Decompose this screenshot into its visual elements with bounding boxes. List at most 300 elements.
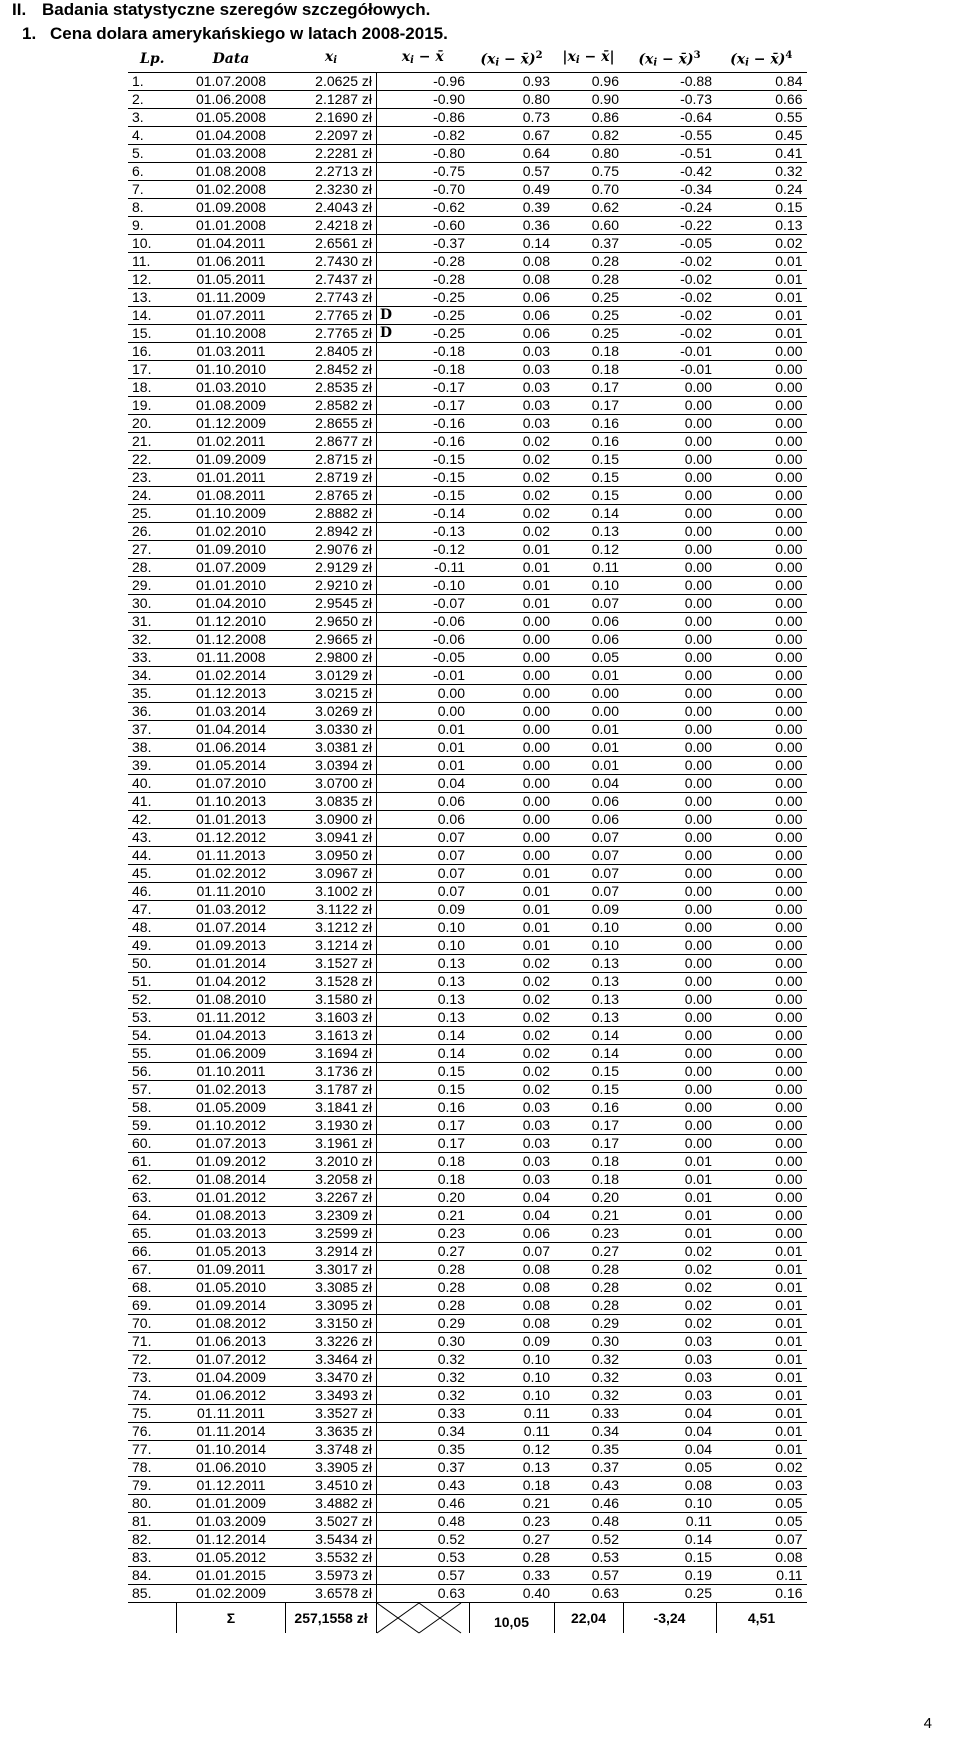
row-absolute: 0.37 — [554, 234, 623, 252]
row-absolute: 0.00 — [554, 684, 623, 702]
row-xi: 3.1603 zł — [286, 1008, 377, 1026]
row-fourth: 0.00 — [716, 666, 807, 684]
row-fourth: 0.00 — [716, 1062, 807, 1080]
row-absolute: 0.18 — [554, 342, 623, 360]
row-fourth: 0.00 — [716, 342, 807, 360]
row-cubed: 0.25 — [623, 1584, 716, 1602]
row-squared: 0.36 — [469, 216, 554, 234]
row-fourth: 0.01 — [716, 252, 807, 270]
table-header-row — [128, 47, 807, 72]
row-squared: 0.00 — [469, 756, 554, 774]
row-absolute: 0.27 — [554, 1242, 623, 1260]
row-cubed: 0.00 — [623, 414, 716, 432]
row-squared: 0.00 — [469, 702, 554, 720]
row-lp: 62. — [128, 1170, 177, 1188]
row-xi: 3.1613 zł — [286, 1026, 377, 1044]
row-fourth: 0.00 — [716, 936, 807, 954]
table-row — [128, 810, 807, 828]
table-row — [128, 1458, 807, 1476]
row-squared: 0.57 — [469, 162, 554, 180]
row-date: 01.01.2011 — [177, 468, 286, 486]
row-lp: 84. — [128, 1566, 177, 1584]
row-lp: 59. — [128, 1116, 177, 1134]
header-fourth: ($x_i$ − x̄)$^4$ — [716, 47, 807, 72]
table-row — [128, 1368, 807, 1386]
row-absolute: 0.05 — [554, 648, 623, 666]
row-fourth: 0.00 — [716, 594, 807, 612]
row-date: 01.06.2010 — [177, 1458, 286, 1476]
row-xi: 3.1961 zł — [286, 1134, 377, 1152]
row-squared: 0.10 — [469, 1386, 554, 1404]
row-deviation: -0.80 — [377, 144, 470, 162]
row-xi: 2.1690 zł — [286, 108, 377, 126]
table-row — [128, 216, 807, 234]
row-fourth: 0.00 — [716, 1152, 807, 1170]
row-cubed: 0.02 — [623, 1278, 716, 1296]
row-absolute: 0.16 — [554, 432, 623, 450]
row-deviation: 0.32 — [377, 1368, 470, 1386]
table-row — [128, 522, 807, 540]
row-absolute: 0.13 — [554, 522, 623, 540]
row-squared: 0.08 — [469, 270, 554, 288]
row-squared: 0.00 — [469, 666, 554, 684]
row-fourth: 0.08 — [716, 1548, 807, 1566]
row-deviation: 0.52 — [377, 1530, 470, 1548]
row-absolute: 0.07 — [554, 594, 623, 612]
row-cubed: 0.00 — [623, 828, 716, 846]
row-cubed: 0.08 — [623, 1476, 716, 1494]
row-date: 01.04.2009 — [177, 1368, 286, 1386]
row-squared: 0.28 — [469, 1548, 554, 1566]
row-absolute: 0.06 — [554, 612, 623, 630]
row-xi: 3.3464 zł — [286, 1350, 377, 1368]
row-fourth: 0.00 — [716, 648, 807, 666]
row-date: 01.12.2009 — [177, 414, 286, 432]
row-cubed: 0.00 — [623, 738, 716, 756]
row-lp: 85. — [128, 1584, 177, 1602]
row-cubed: -0.02 — [623, 288, 716, 306]
row-fourth: 0.00 — [716, 612, 807, 630]
row-date: 01.03.2008 — [177, 144, 286, 162]
table-row — [128, 864, 807, 882]
row-xi: 3.6578 zł — [286, 1584, 377, 1602]
row-lp: 49. — [128, 936, 177, 954]
row-fourth: 0.16 — [716, 1584, 807, 1602]
row-squared: 0.23 — [469, 1512, 554, 1530]
row-date: 01.05.2012 — [177, 1548, 286, 1566]
row-deviation: 0.37 — [377, 1458, 470, 1476]
row-date: 01.10.2014 — [177, 1440, 286, 1458]
row-deviation: 0.46 — [377, 1494, 470, 1512]
row-cubed: 0.00 — [623, 1134, 716, 1152]
row-lp: 17. — [128, 360, 177, 378]
row-deviation: -0.62 — [377, 198, 470, 216]
table-row — [128, 1584, 807, 1602]
row-date: 01.03.2011 — [177, 342, 286, 360]
row-xi: 3.1122 zł — [286, 900, 377, 918]
header-date: Data — [177, 47, 286, 72]
table-row — [128, 738, 807, 756]
table-row — [128, 270, 807, 288]
row-xi: 3.1527 zł — [286, 954, 377, 972]
row-date: 01.08.2011 — [177, 486, 286, 504]
row-lp: 56. — [128, 1062, 177, 1080]
row-absolute: 0.13 — [554, 1008, 623, 1026]
row-xi: 2.4218 zł — [286, 216, 377, 234]
row-cubed: 0.04 — [623, 1440, 716, 1458]
row-absolute: 0.32 — [554, 1350, 623, 1368]
row-squared: 0.03 — [469, 414, 554, 432]
row-cubed: 0.00 — [623, 936, 716, 954]
row-date: 01.04.2013 — [177, 1026, 286, 1044]
row-deviation: 0.57 — [377, 1566, 470, 1584]
row-fourth: 0.00 — [716, 846, 807, 864]
table-row — [128, 162, 807, 180]
row-deviation: -0.06 — [377, 612, 470, 630]
row-cubed: 0.04 — [623, 1422, 716, 1440]
row-absolute: 0.14 — [554, 504, 623, 522]
row-fourth: 0.01 — [716, 288, 807, 306]
row-date: 01.12.2012 — [177, 828, 286, 846]
row-squared: 0.40 — [469, 1584, 554, 1602]
row-squared: 0.06 — [469, 288, 554, 306]
row-cubed: 0.03 — [623, 1350, 716, 1368]
row-date: 01.11.2009 — [177, 288, 286, 306]
row-fourth: 0.00 — [716, 990, 807, 1008]
table-row — [128, 72, 807, 90]
row-cubed: 0.00 — [623, 1026, 716, 1044]
row-fourth: 0.00 — [716, 468, 807, 486]
row-lp: 55. — [128, 1044, 177, 1062]
row-deviation: 0.01 — [377, 738, 470, 756]
row-absolute: 0.23 — [554, 1224, 623, 1242]
row-fourth: 0.00 — [716, 972, 807, 990]
row-cubed: 0.00 — [623, 1044, 716, 1062]
row-xi: 3.1002 zł — [286, 882, 377, 900]
row-xi: 3.1930 zł — [286, 1116, 377, 1134]
row-lp: 1. — [128, 72, 177, 90]
row-fourth: 0.32 — [716, 162, 807, 180]
section-heading — [12, 0, 430, 20]
row-lp: 78. — [128, 1458, 177, 1476]
row-xi: 3.0950 zł — [286, 846, 377, 864]
row-xi: 3.1580 zł — [286, 990, 377, 1008]
row-absolute: 0.00 — [554, 702, 623, 720]
table-row — [128, 360, 807, 378]
row-deviation: 0.43 — [377, 1476, 470, 1494]
row-xi: 2.4043 zł — [286, 198, 377, 216]
row-date: 01.10.2010 — [177, 360, 286, 378]
row-lp: 15. — [128, 324, 177, 342]
row-squared: 0.49 — [469, 180, 554, 198]
row-date: 01.11.2012 — [177, 1008, 286, 1026]
row-date: 01.06.2014 — [177, 738, 286, 756]
row-fourth: 0.00 — [716, 558, 807, 576]
row-xi: 3.0215 zł — [286, 684, 377, 702]
row-xi: 2.9650 zł — [286, 612, 377, 630]
table-row — [128, 954, 807, 972]
row-squared: 0.02 — [469, 504, 554, 522]
row-squared: 0.04 — [469, 1206, 554, 1224]
table-row — [128, 1386, 807, 1404]
row-xi: 2.8942 zł — [286, 522, 377, 540]
sum-absolute: 22,04 — [554, 1602, 623, 1633]
row-date: 01.03.2009 — [177, 1512, 286, 1530]
row-date: 01.03.2013 — [177, 1224, 286, 1242]
row-xi: 2.3230 zł — [286, 180, 377, 198]
row-absolute: 0.01 — [554, 720, 623, 738]
row-absolute: 0.15 — [554, 486, 623, 504]
row-date: 01.01.2008 — [177, 216, 286, 234]
row-cubed: 0.00 — [623, 612, 716, 630]
row-deviation: -0.16 — [377, 414, 470, 432]
row-squared: 0.02 — [469, 1080, 554, 1098]
row-deviation: -0.15 — [377, 450, 470, 468]
row-date: 01.05.2011 — [177, 270, 286, 288]
row-absolute: 0.15 — [554, 1080, 623, 1098]
row-xi: 3.0269 zł — [286, 702, 377, 720]
row-squared: 0.00 — [469, 846, 554, 864]
row-absolute: 0.25 — [554, 306, 623, 324]
row-xi: 3.2267 zł — [286, 1188, 377, 1206]
row-date: 01.08.2012 — [177, 1314, 286, 1332]
row-lp: 24. — [128, 486, 177, 504]
row-fourth: 0.00 — [716, 486, 807, 504]
row-deviation: 0.28 — [377, 1278, 470, 1296]
row-fourth: 0.00 — [716, 1206, 807, 1224]
row-lp: 71. — [128, 1332, 177, 1350]
table-row — [128, 594, 807, 612]
row-cubed: 0.03 — [623, 1368, 716, 1386]
row-deviation: 0.13 — [377, 990, 470, 1008]
row-absolute: 0.07 — [554, 846, 623, 864]
row-squared: 0.08 — [469, 1260, 554, 1278]
row-xi: 3.0381 zł — [286, 738, 377, 756]
table-row — [128, 1008, 807, 1026]
row-lp: 74. — [128, 1386, 177, 1404]
row-fourth: 0.55 — [716, 108, 807, 126]
row-date: 01.01.2009 — [177, 1494, 286, 1512]
sum-label: Σ — [177, 1602, 286, 1633]
row-fourth: 0.02 — [716, 234, 807, 252]
row-lp: 8. — [128, 198, 177, 216]
row-xi: 2.9129 zł — [286, 558, 377, 576]
row-date: 01.07.2011 — [177, 306, 286, 324]
row-deviation: -0.17 — [377, 378, 470, 396]
row-absolute: 0.07 — [554, 882, 623, 900]
row-lp: 37. — [128, 720, 177, 738]
row-lp: 14. — [128, 306, 177, 324]
row-xi: 3.5434 zł — [286, 1530, 377, 1548]
row-xi: 2.8535 zł — [286, 378, 377, 396]
table-row — [128, 1206, 807, 1224]
row-date: 01.09.2011 — [177, 1260, 286, 1278]
row-lp: 29. — [128, 576, 177, 594]
row-fourth: 0.01 — [716, 1296, 807, 1314]
row-cubed: 0.04 — [623, 1404, 716, 1422]
row-date: 01.06.2009 — [177, 1044, 286, 1062]
row-fourth: 0.00 — [716, 1080, 807, 1098]
row-absolute: 0.07 — [554, 828, 623, 846]
row-deviation: -0.15 — [377, 468, 470, 486]
row-squared: 0.00 — [469, 738, 554, 756]
row-xi: 3.3905 zł — [286, 1458, 377, 1476]
row-squared: 0.08 — [469, 1314, 554, 1332]
row-lp: 53. — [128, 1008, 177, 1026]
row-fourth: 0.00 — [716, 630, 807, 648]
row-absolute: 0.21 — [554, 1206, 623, 1224]
row-absolute: 0.63 — [554, 1584, 623, 1602]
row-absolute: 0.28 — [554, 1278, 623, 1296]
row-deviation: -0.25 — [377, 306, 470, 324]
row-deviation: 0.01 — [377, 756, 470, 774]
row-cubed: 0.00 — [623, 432, 716, 450]
row-lp: 76. — [128, 1422, 177, 1440]
row-xi: 3.3085 zł — [286, 1278, 377, 1296]
row-deviation: 0.17 — [377, 1116, 470, 1134]
row-xi: 3.1212 zł — [286, 918, 377, 936]
row-absolute: 0.17 — [554, 1116, 623, 1134]
row-deviation: 0.07 — [377, 864, 470, 882]
row-lp: 21. — [128, 432, 177, 450]
row-deviation: -0.13 — [377, 522, 470, 540]
row-deviation: 0.13 — [377, 972, 470, 990]
row-xi: 2.9210 zł — [286, 576, 377, 594]
row-cubed: -0.02 — [623, 306, 716, 324]
row-lp: 77. — [128, 1440, 177, 1458]
row-deviation: 0.16 — [377, 1098, 470, 1116]
row-cubed: 0.00 — [623, 900, 716, 918]
table-row — [128, 450, 807, 468]
row-squared: 0.33 — [469, 1566, 554, 1584]
row-xi: 3.5027 zł — [286, 1512, 377, 1530]
table-row — [128, 1422, 807, 1440]
row-absolute: 0.90 — [554, 90, 623, 108]
row-squared: 0.73 — [469, 108, 554, 126]
table-row — [128, 468, 807, 486]
row-fourth: 0.00 — [716, 576, 807, 594]
row-xi: 3.0967 zł — [286, 864, 377, 882]
row-xi: 3.3150 zł — [286, 1314, 377, 1332]
row-cubed: -0.55 — [623, 126, 716, 144]
row-date: 01.12.2008 — [177, 630, 286, 648]
row-squared: 0.01 — [469, 936, 554, 954]
row-squared: 0.02 — [469, 1044, 554, 1062]
row-absolute: 0.17 — [554, 378, 623, 396]
row-fourth: 0.00 — [716, 432, 807, 450]
row-deviation: 0.28 — [377, 1296, 470, 1314]
row-date: 01.09.2012 — [177, 1152, 286, 1170]
row-date: 01.10.2013 — [177, 792, 286, 810]
row-lp: 45. — [128, 864, 177, 882]
sum-cubed: -3,24 — [623, 1602, 716, 1633]
row-fourth: 0.01 — [716, 1278, 807, 1296]
row-squared: 0.06 — [469, 1224, 554, 1242]
row-squared: 0.00 — [469, 792, 554, 810]
header-deviation: $x_i$ − x̄ — [377, 47, 470, 72]
row-xi: 2.8582 zł — [286, 396, 377, 414]
table-row — [128, 1044, 807, 1062]
row-squared: 0.01 — [469, 918, 554, 936]
table-row — [128, 630, 807, 648]
row-deviation: -0.11 — [377, 558, 470, 576]
row-squared: 0.12 — [469, 1440, 554, 1458]
row-deviation: 0.14 — [377, 1026, 470, 1044]
row-xi: 3.5973 zł — [286, 1566, 377, 1584]
row-absolute: 0.57 — [554, 1566, 623, 1584]
table-row — [128, 936, 807, 954]
row-date: 01.02.2010 — [177, 522, 286, 540]
table-row — [128, 414, 807, 432]
row-lp: 48. — [128, 918, 177, 936]
row-date: 01.05.2013 — [177, 1242, 286, 1260]
row-squared: 0.03 — [469, 1098, 554, 1116]
row-absolute: 0.14 — [554, 1044, 623, 1062]
subsection-title: Cena dolara amerykańskiego w latach 2008-2015. — [50, 24, 448, 43]
row-cubed: 0.00 — [623, 810, 716, 828]
row-absolute: 0.01 — [554, 756, 623, 774]
row-deviation: -0.86 — [377, 108, 470, 126]
row-deviation: 0.28 — [377, 1260, 470, 1278]
row-absolute: 0.06 — [554, 630, 623, 648]
row-fourth: 0.00 — [716, 738, 807, 756]
row-fourth: 0.00 — [716, 900, 807, 918]
row-squared: 0.01 — [469, 900, 554, 918]
row-deviation: 0.32 — [377, 1350, 470, 1368]
row-fourth: 0.00 — [716, 1188, 807, 1206]
row-deviation: -0.05 — [377, 648, 470, 666]
row-date: 01.01.2015 — [177, 1566, 286, 1584]
row-lp: 18. — [128, 378, 177, 396]
table-row — [128, 900, 807, 918]
row-lp: 69. — [128, 1296, 177, 1314]
table-row — [128, 234, 807, 252]
row-cubed: -0.24 — [623, 198, 716, 216]
row-date: 01.10.2011 — [177, 1062, 286, 1080]
row-fourth: 0.41 — [716, 144, 807, 162]
row-date: 01.01.2012 — [177, 1188, 286, 1206]
row-absolute: 0.13 — [554, 990, 623, 1008]
row-deviation: 0.14 — [377, 1044, 470, 1062]
row-fourth: 0.66 — [716, 90, 807, 108]
row-deviation: -0.75 — [377, 162, 470, 180]
row-squared: 0.00 — [469, 630, 554, 648]
row-cubed: 0.01 — [623, 1152, 716, 1170]
row-cubed: 0.00 — [623, 558, 716, 576]
row-absolute: 0.18 — [554, 360, 623, 378]
row-lp: 9. — [128, 216, 177, 234]
row-cubed: -0.05 — [623, 234, 716, 252]
row-lp: 5. — [128, 144, 177, 162]
row-squared: 0.09 — [469, 1332, 554, 1350]
row-lp: 60. — [128, 1134, 177, 1152]
row-cubed: 0.03 — [623, 1386, 716, 1404]
row-cubed: 0.00 — [623, 774, 716, 792]
row-date: 01.06.2011 — [177, 252, 286, 270]
row-lp: 47. — [128, 900, 177, 918]
row-date: 01.12.2011 — [177, 1476, 286, 1494]
row-absolute: 0.86 — [554, 108, 623, 126]
row-lp: 25. — [128, 504, 177, 522]
row-xi: 3.1841 zł — [286, 1098, 377, 1116]
row-absolute: 0.20 — [554, 1188, 623, 1206]
row-deviation: 0.15 — [377, 1062, 470, 1080]
row-lp: 33. — [128, 648, 177, 666]
row-cubed: 0.00 — [623, 378, 716, 396]
row-xi: 3.1214 zł — [286, 936, 377, 954]
row-fourth: 0.01 — [716, 1368, 807, 1386]
row-date: 01.02.2014 — [177, 666, 286, 684]
